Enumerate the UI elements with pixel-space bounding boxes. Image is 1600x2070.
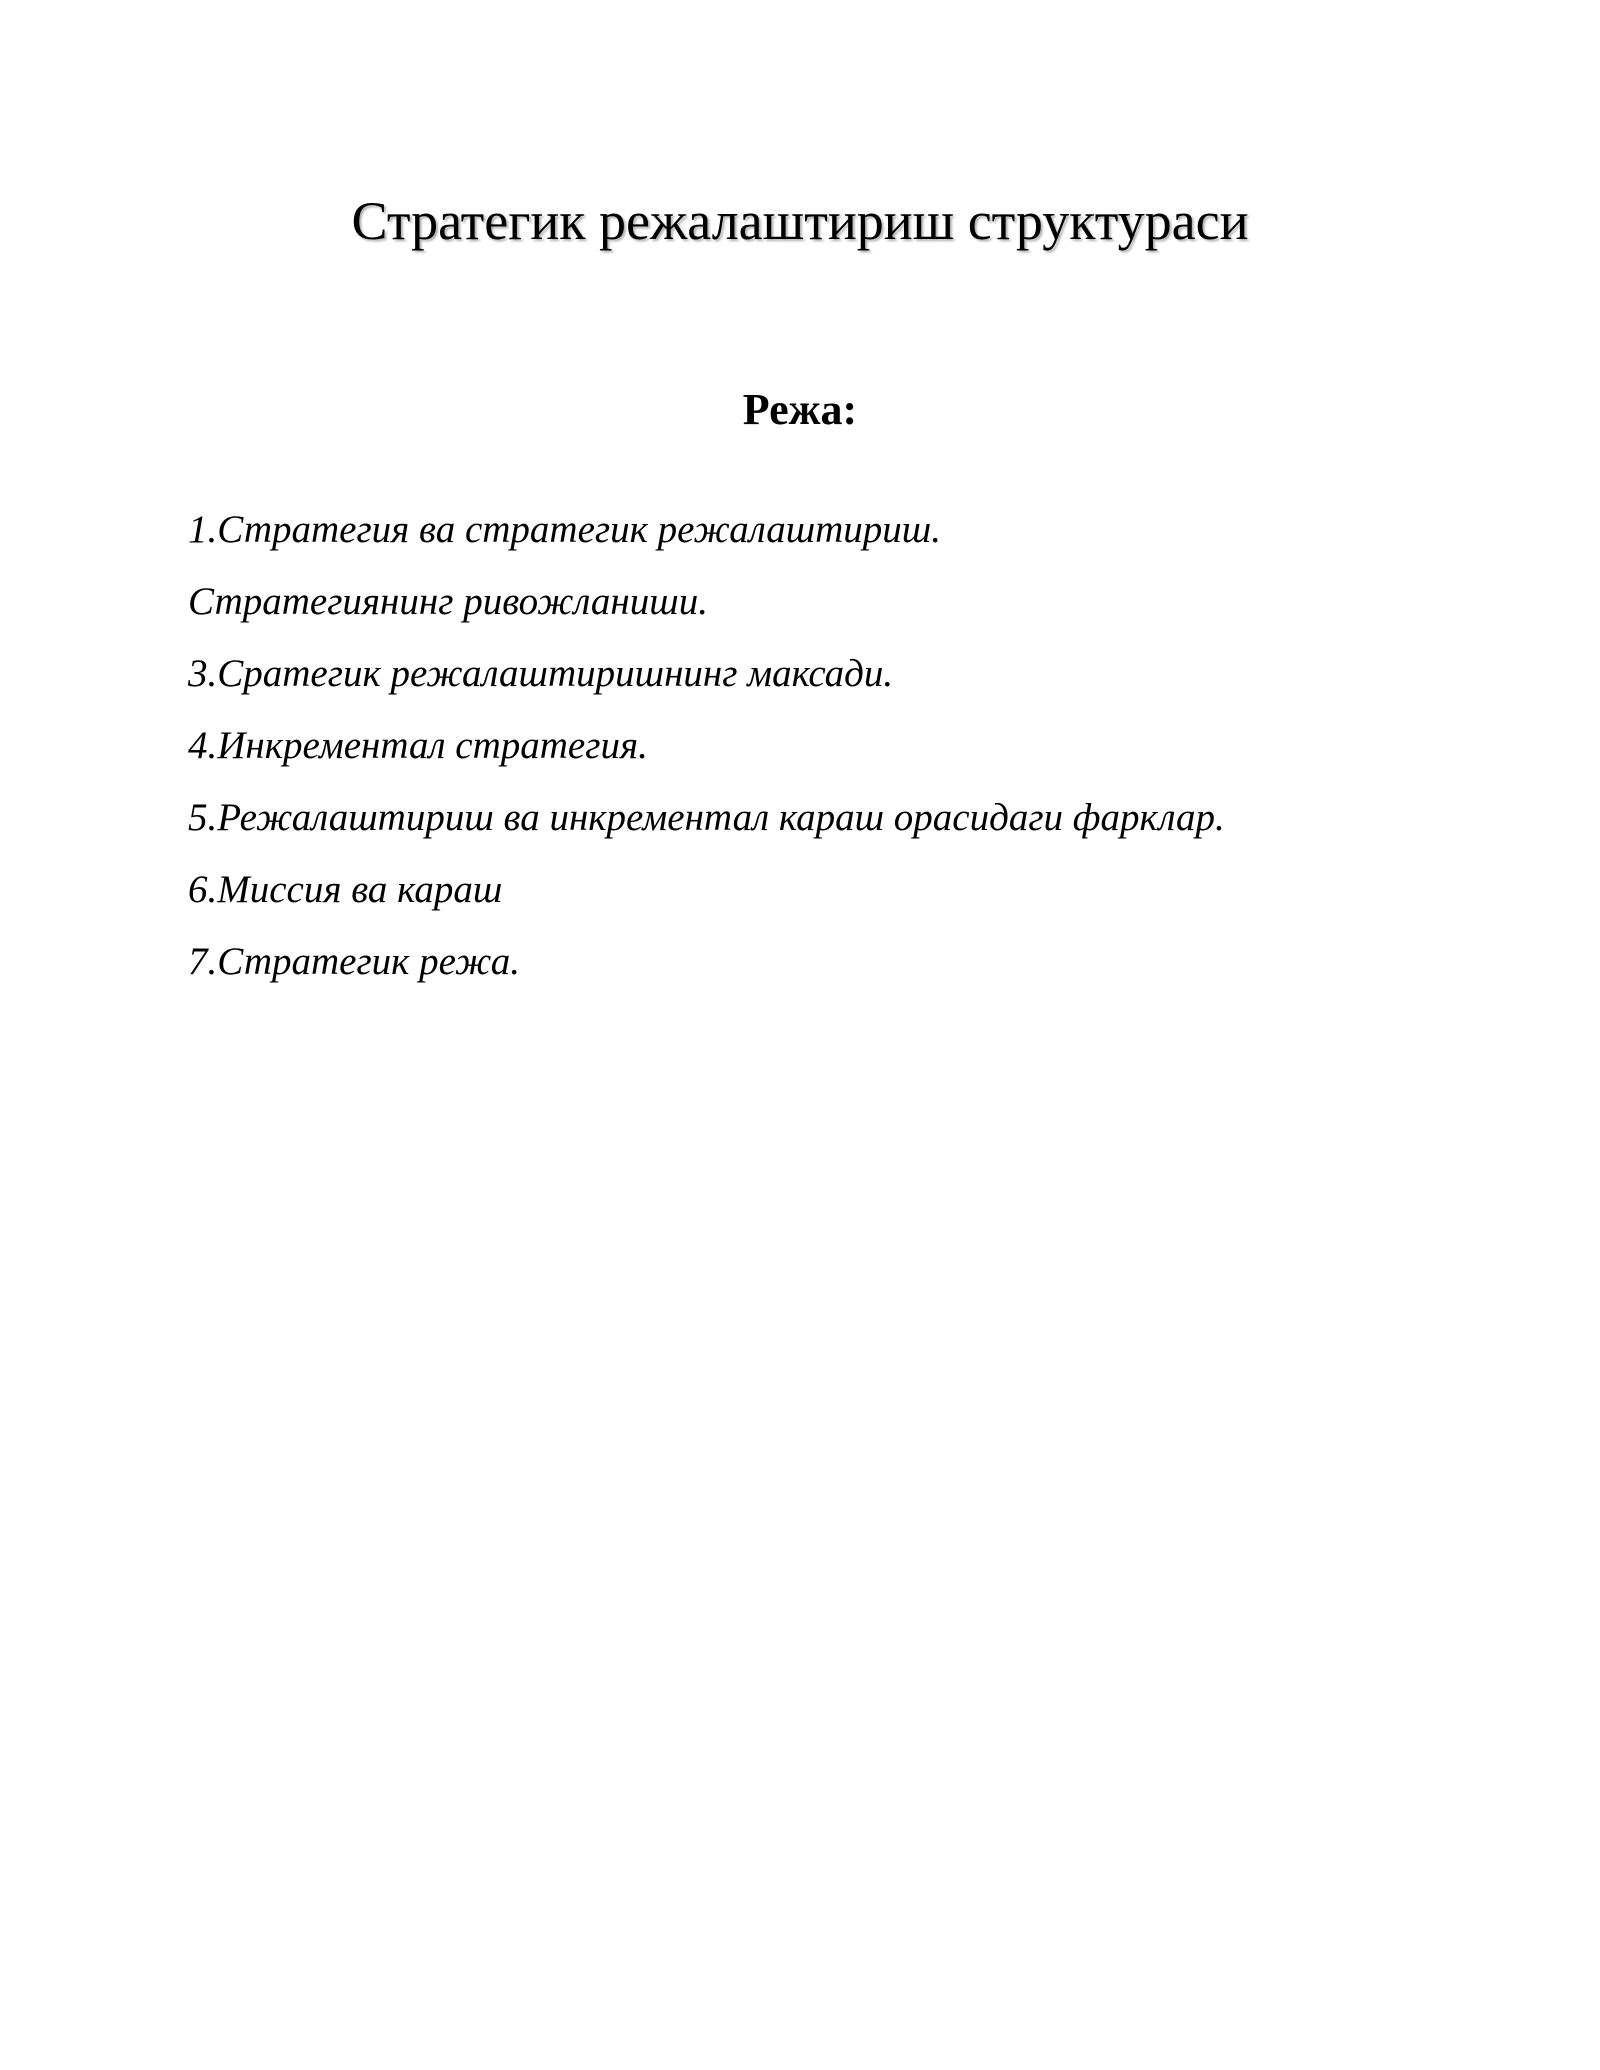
plan-list <box>188 494 1488 998</box>
plan-item: 1.Стратегия ва стратегик режалаштириш. <box>188 508 941 551</box>
plan-item: 7.Стратегик режа. <box>188 940 521 983</box>
plan-heading: Режа: <box>742 385 858 434</box>
document-title: Стратегик режалаштириш структураси <box>351 191 1249 251</box>
plan-item: 6.Миссия ва караш <box>188 868 503 911</box>
plan-item: Стратегиянинг ривожланиши. <box>188 580 708 623</box>
plan-item: 5.Режалаштириш ва инкрементал караш орасидаги фарклар. <box>188 796 1225 839</box>
plan-item: 4.Инкрементал стратегия. <box>188 724 648 767</box>
plan-item: 3.Сратегик режалаштиришнинг максади. <box>188 652 894 695</box>
